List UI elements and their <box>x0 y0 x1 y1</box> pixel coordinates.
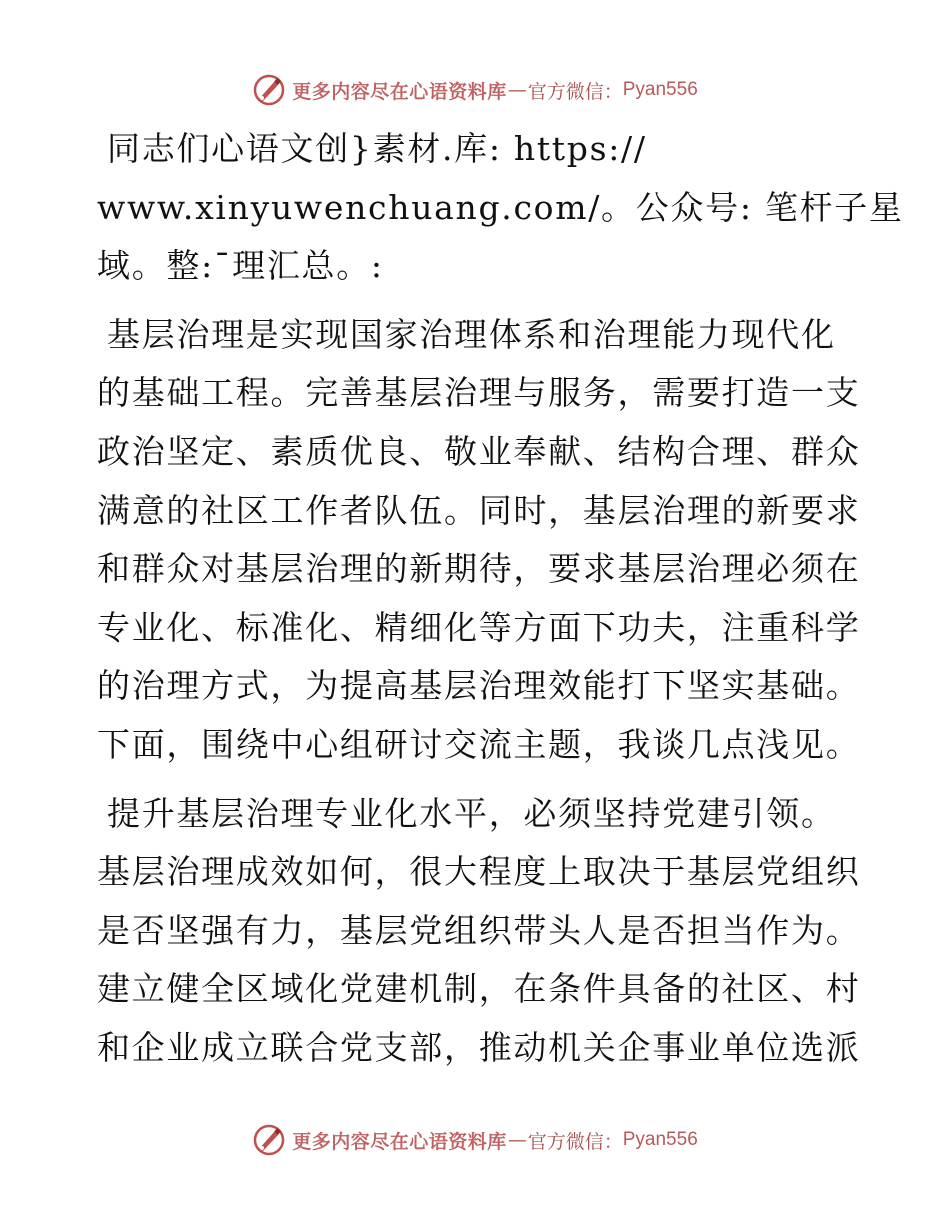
text-line: 和企业成立联合党支部，推动机关企事业单位选派 <box>97 1027 861 1067</box>
text-line: 基层治理是实现国家治理体系和治理能力现代化 <box>107 314 836 354</box>
banner-wechat-label: 官方微信： <box>527 1130 623 1153</box>
banner-main-text: 更多内容尽在心语资料库 <box>292 80 507 103</box>
text-line: 建立健全区域化党建机制，在条件具备的社区、村 <box>97 969 861 1009</box>
banner-wechat-id: Pyan556 <box>622 79 698 100</box>
text-line: 的基础工程。完善基层治理与服务，需要打造一支 <box>97 373 861 413</box>
text-line: 基层治理成效如何，很大程度上取决于基层党组织 <box>97 852 861 892</box>
pen-logo-icon <box>252 1123 286 1157</box>
text-line: 和群众对基层治理的新期待，要求基层治理必须在 <box>97 549 861 589</box>
paragraph-2 <box>97 306 861 775</box>
document-body <box>97 120 904 1088</box>
paragraph-3 <box>97 785 861 1078</box>
text-line: 域。整:¯理汇总。: <box>97 246 384 286</box>
text-line: www.xinyuwenchuang.com/。公众号: 笔杆子星 <box>97 187 904 227</box>
text-line: 是否坚强有力，基层党组织带头人是否担当作为。 <box>97 910 861 950</box>
text-line: 同志们心语文创}素材.库: https:// <box>107 129 647 168</box>
header-watermark-banner <box>0 70 950 110</box>
text-line: 提升基层治理专业化水平，必须坚持党建引领。 <box>107 793 836 833</box>
text-line: 的治理方式，为提高基层治理效能打下坚实基础。 <box>97 666 861 706</box>
banner-separator: — <box>507 79 527 101</box>
text-line: 下面，围绕中心组研讨交流主题，我谈几点浅见。 <box>97 724 861 764</box>
text-line: 政治坚定、素质优良、敬业奉献、结构合理、群众 <box>97 431 861 471</box>
banner-separator: — <box>507 1129 527 1151</box>
pen-logo-icon <box>252 73 286 107</box>
text-line: 专业化、标准化、精细化等方面下功夫，注重科学 <box>97 607 861 647</box>
banner-main-text: 更多内容尽在心语资料库 <box>292 1130 507 1153</box>
banner-wechat-id: Pyan556 <box>622 1129 698 1150</box>
banner-wechat-label: 官方微信： <box>527 80 623 103</box>
text-line: 满意的社区工作者队伍。同时，基层治理的新要求 <box>97 490 861 530</box>
footer-watermark-banner <box>0 1120 950 1160</box>
paragraph-1 <box>97 120 904 296</box>
